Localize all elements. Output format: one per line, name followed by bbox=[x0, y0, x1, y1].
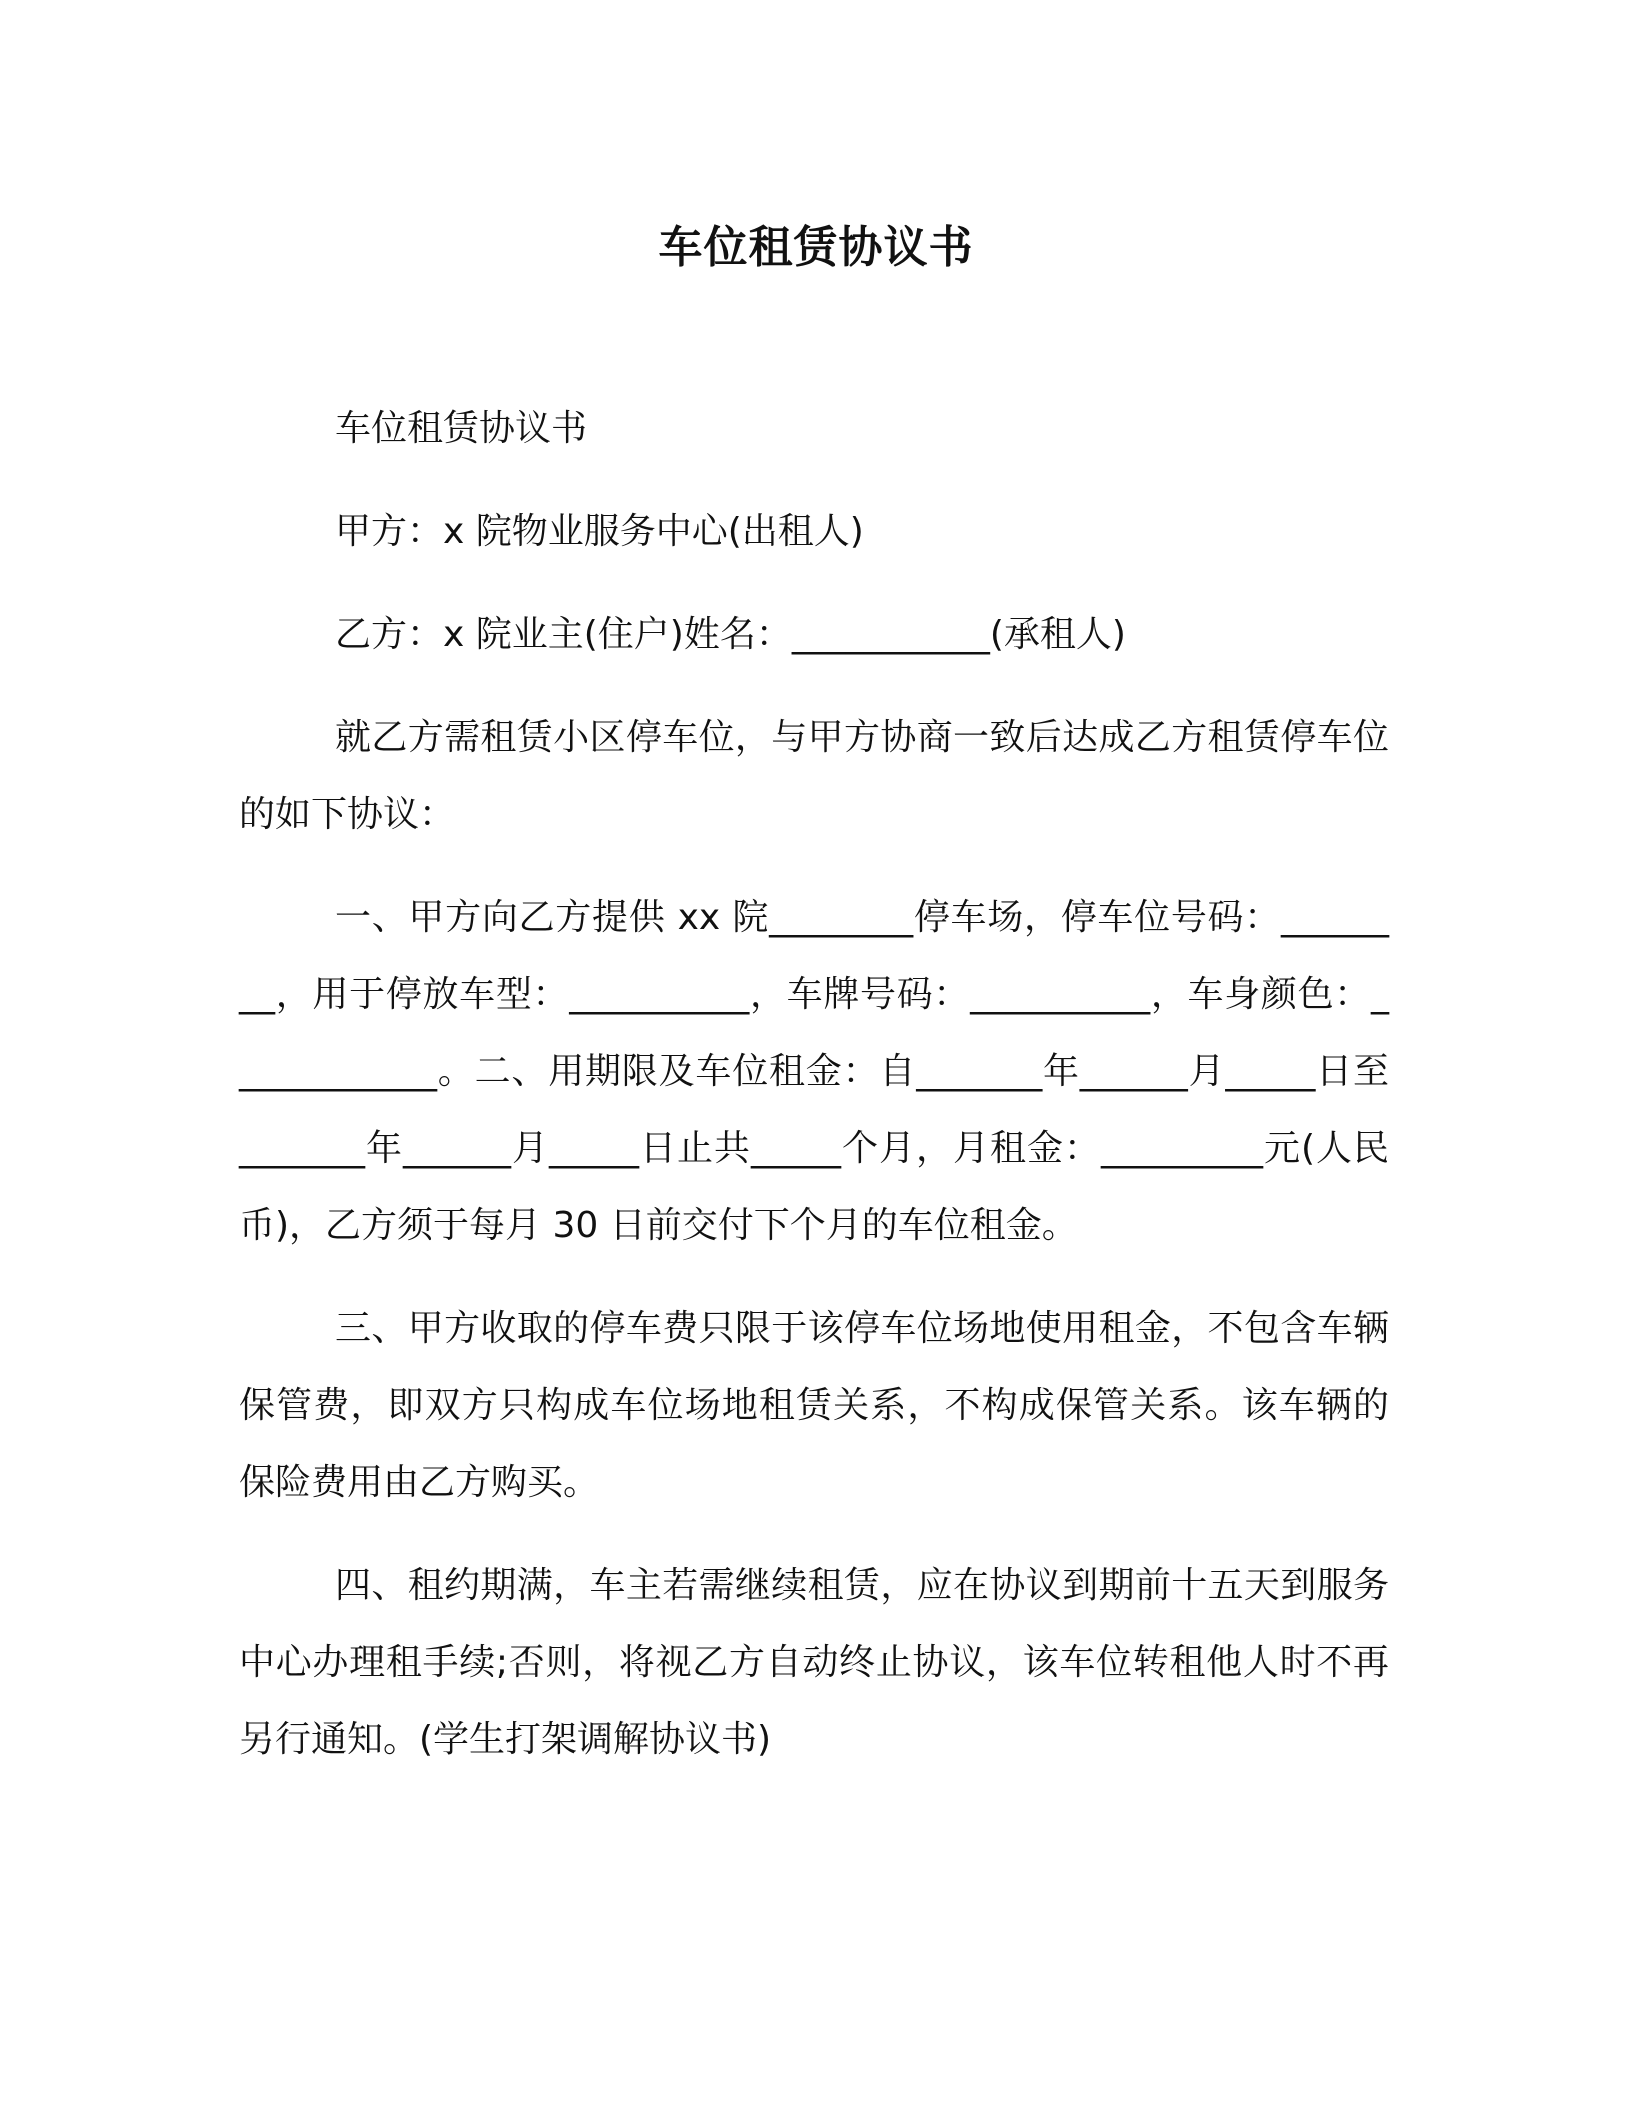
paragraph-clause-1-2: 一、甲方向乙方提供 xx 院________停车场，停车位号码：________，用于停放车型：__________，车牌号码：__________，车身颜色：____________。二、用期限及车位租金：自_______年______月_____日至_______年______月_____日止共_____个月，月租金：_________元(人民币)，乙方须于每月 30 日前交付下个月的车位租金。 bbox=[239, 897, 1389, 1246]
paragraph-heading: 车位租赁协议书 bbox=[335, 408, 588, 449]
paragraph-preamble: 就乙方需租赁小区停车位，与甲方协商一致后达成乙方租赁停车位的如下协议： bbox=[239, 717, 1389, 835]
paragraph-clause-3: 三、甲方收取的停车费只限于该停车位场地使用租金，不包含车辆保管费，即双方只构成车位场地租赁关系，不构成保管关系。该车辆的保险费用由乙方购买。 bbox=[239, 1308, 1389, 1503]
paragraph-party-b: 乙方：x 院业主(住户)姓名：___________(承租人) bbox=[335, 614, 1126, 655]
document-body bbox=[239, 390, 1389, 1804]
paragraph-party-a: 甲方：x 院物业服务中心(出租人) bbox=[335, 511, 864, 552]
document-title: 车位租赁协议书 bbox=[658, 222, 974, 273]
paragraph-clause-4: 四、租约期满，车主若需继续租赁，应在协议到期前十五天到服务中心办理租手续;否则，将视乙方自动终止协议，该车位转租他人时不再另行通知。(学生打架调解协议书) bbox=[239, 1565, 1389, 1760]
